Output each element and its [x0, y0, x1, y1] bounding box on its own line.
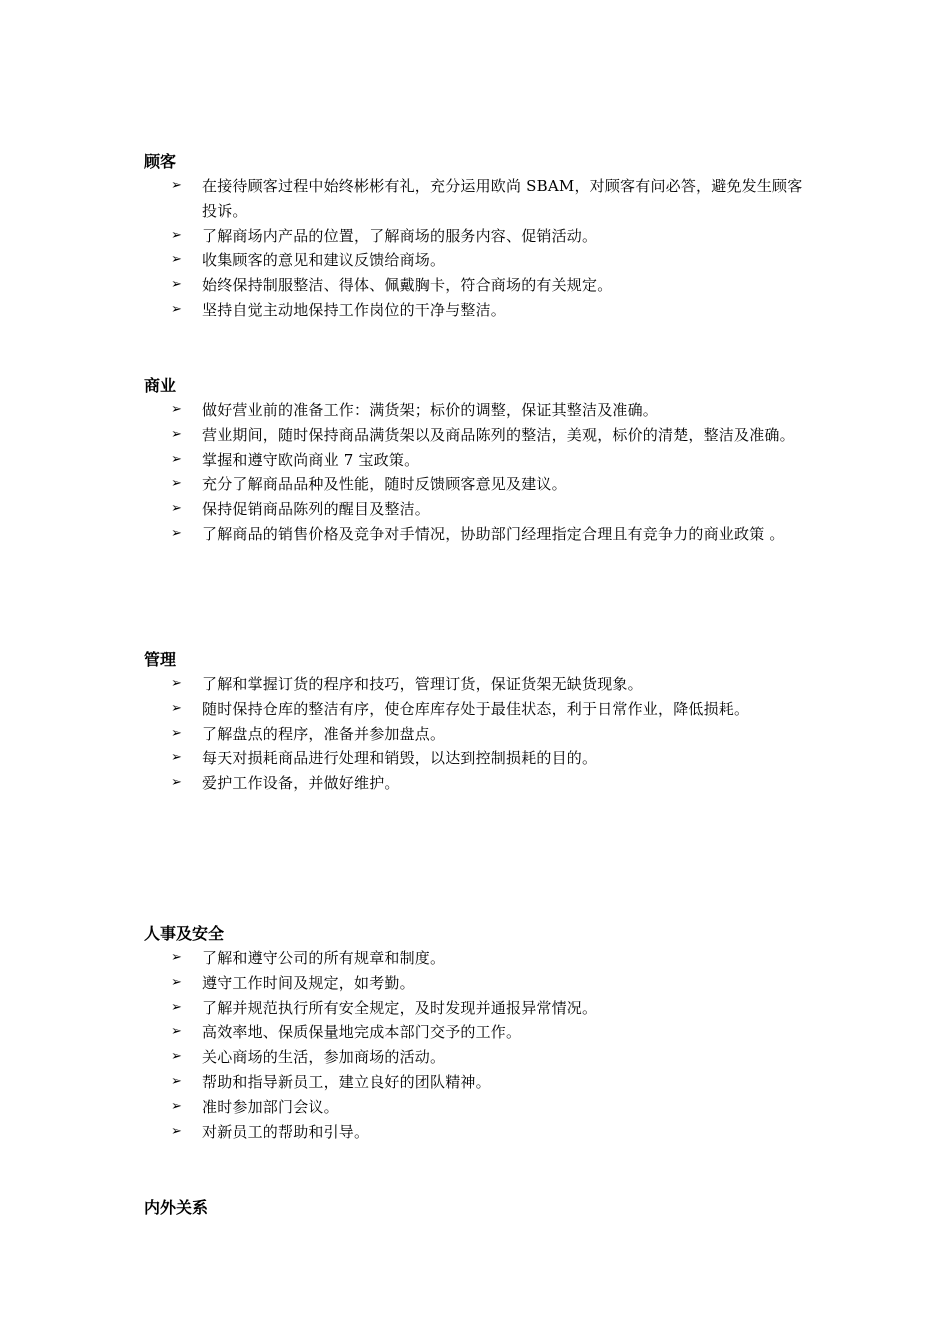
- list-item-text: 高效率地、保质保量地完成本部门交予的工作。: [202, 1023, 522, 1042]
- list-item-text: 了解和遵守公司的所有规章和制度。: [202, 949, 446, 967]
- list-item: [144, 1095, 814, 1120]
- item-list: [144, 398, 814, 547]
- arrow-bullet-icon: ➢: [171, 1049, 183, 1065]
- arrow-bullet-icon: ➢: [171, 700, 183, 716]
- list-item: [144, 423, 814, 448]
- list-item: [144, 448, 814, 473]
- list-item-text: 随时保持仓库的整洁有序，使仓库库存处于最佳状态，利于日常作业，降低损耗。: [202, 699, 750, 718]
- list-item: [144, 174, 814, 224]
- list-item: [144, 1045, 814, 1070]
- arrow-bullet-icon: ➢: [171, 775, 183, 791]
- arrow-bullet-icon: ➢: [171, 1098, 183, 1114]
- list-item-text: 遵守工作时间及规定，如考勤。: [202, 973, 415, 992]
- arrow-bullet-icon: ➢: [171, 1073, 183, 1089]
- list-item: [144, 1020, 814, 1045]
- arrow-bullet-icon: ➢: [171, 301, 183, 317]
- list-item: [144, 672, 814, 697]
- list-item: [144, 722, 814, 747]
- arrow-bullet-icon: ➢: [171, 725, 183, 741]
- list-item-text: 了解并规范执行所有安全规定，及时发现并通报异常情况。: [202, 998, 598, 1017]
- list-item: [144, 1120, 814, 1145]
- arrow-bullet-icon: ➢: [171, 1123, 183, 1139]
- item-list: [144, 174, 814, 323]
- list-item-text: 了解盘点的程序，准备并参加盘点。: [202, 724, 446, 743]
- list-item-text: 每天对损耗商品进行处理和销毁，以达到控制损耗的目的。: [202, 749, 598, 768]
- arrow-bullet-icon: ➢: [171, 252, 183, 268]
- list-item: [144, 996, 814, 1021]
- list-item-text: 了解和掌握订货的程序和技巧，管理订货，保证货架无缺货现象。: [202, 675, 643, 693]
- list-item-text: 营业期间，随时保持商品满货架以及商品陈列的整洁，美观，标价的清楚，整洁及准确。: [202, 425, 795, 444]
- arrow-bullet-icon: ➢: [171, 750, 183, 766]
- list-item-text: 掌握和遵守欧尚商业 7 宝政策。: [202, 450, 420, 469]
- item-list: [144, 672, 814, 796]
- section-management: [144, 648, 814, 796]
- list-item: [144, 971, 814, 996]
- list-item-text: 帮助和指导新员工，建立良好的团队精神。: [202, 1072, 491, 1091]
- arrow-bullet-icon: ➢: [171, 277, 183, 293]
- list-item: [144, 472, 814, 497]
- section-heading: 商业: [144, 376, 177, 395]
- list-item: [144, 224, 814, 249]
- arrow-bullet-icon: ➢: [171, 476, 183, 492]
- list-item: [144, 248, 814, 273]
- item-list: [144, 946, 814, 1144]
- section-customer: [144, 150, 814, 323]
- arrow-bullet-icon: ➢: [171, 1024, 183, 1040]
- arrow-bullet-icon: ➢: [171, 501, 183, 517]
- list-item: [144, 746, 814, 771]
- section-personnel-safety: [144, 922, 814, 1144]
- section-heading: 管理: [144, 650, 177, 669]
- list-item: [144, 771, 814, 796]
- list-item-text: 爱护工作设备，并做好维护。: [202, 774, 400, 793]
- list-item-text: 准时参加部门会议。: [202, 1097, 339, 1116]
- section-heading: 内外关系: [144, 1198, 209, 1217]
- arrow-bullet-icon: ➢: [171, 426, 183, 442]
- arrow-bullet-icon: ➢: [171, 974, 183, 990]
- list-item-text: 做好营业前的准备工作：满货架；标价的调整，保证其整洁及准确。: [202, 401, 659, 419]
- list-item-text: 保持促销商品陈列的醒目及整洁。: [202, 500, 431, 519]
- list-item-text: 对新员工的帮助和引导。: [202, 1122, 370, 1141]
- list-item: [144, 273, 814, 298]
- arrow-bullet-icon: ➢: [171, 451, 183, 467]
- list-item: [144, 522, 814, 547]
- arrow-bullet-icon: ➢: [171, 950, 183, 965]
- list-item-text: 了解商品的销售价格及竞争对手情况，协助部门经理指定合理且有竞争力的商业政策 。: [202, 524, 785, 543]
- list-item: [144, 298, 814, 323]
- list-item-text: 在接待顾客过程中始终彬彬有礼，充分运用欧尚 SBAM，对顾客有问必答，避免发生顾客投诉。: [202, 177, 803, 220]
- list-item: [144, 398, 814, 423]
- list-item-text: 关心商场的生活，参加商场的活动。: [202, 1048, 446, 1067]
- list-item-text: 了解商场内产品的位置，了解商场的服务内容、促销活动。: [202, 226, 598, 245]
- section-heading: 顾客: [144, 152, 177, 171]
- section-commerce: [144, 374, 814, 547]
- arrow-bullet-icon: ➢: [171, 178, 183, 193]
- list-item-text: 收集顾客的意见和建议反馈给商场。: [202, 251, 446, 270]
- list-item: [144, 1070, 814, 1095]
- list-item: [144, 697, 814, 722]
- arrow-bullet-icon: ➢: [171, 227, 183, 243]
- list-item-text: 坚持自觉主动地保持工作岗位的干净与整洁。: [202, 300, 507, 319]
- list-item: [144, 946, 814, 971]
- section-relations: [144, 1196, 814, 1220]
- section-heading: 人事及安全: [144, 924, 225, 943]
- arrow-bullet-icon: ➢: [171, 402, 183, 417]
- arrow-bullet-icon: ➢: [171, 525, 183, 541]
- arrow-bullet-icon: ➢: [171, 999, 183, 1015]
- arrow-bullet-icon: ➢: [171, 676, 183, 691]
- list-item: [144, 497, 814, 522]
- list-item-text: 充分了解商品品种及性能，随时反馈顾客意见及建议。: [202, 475, 567, 494]
- list-item-text: 始终保持制服整洁、得体、佩戴胸卡，符合商场的有关规定。: [202, 276, 613, 295]
